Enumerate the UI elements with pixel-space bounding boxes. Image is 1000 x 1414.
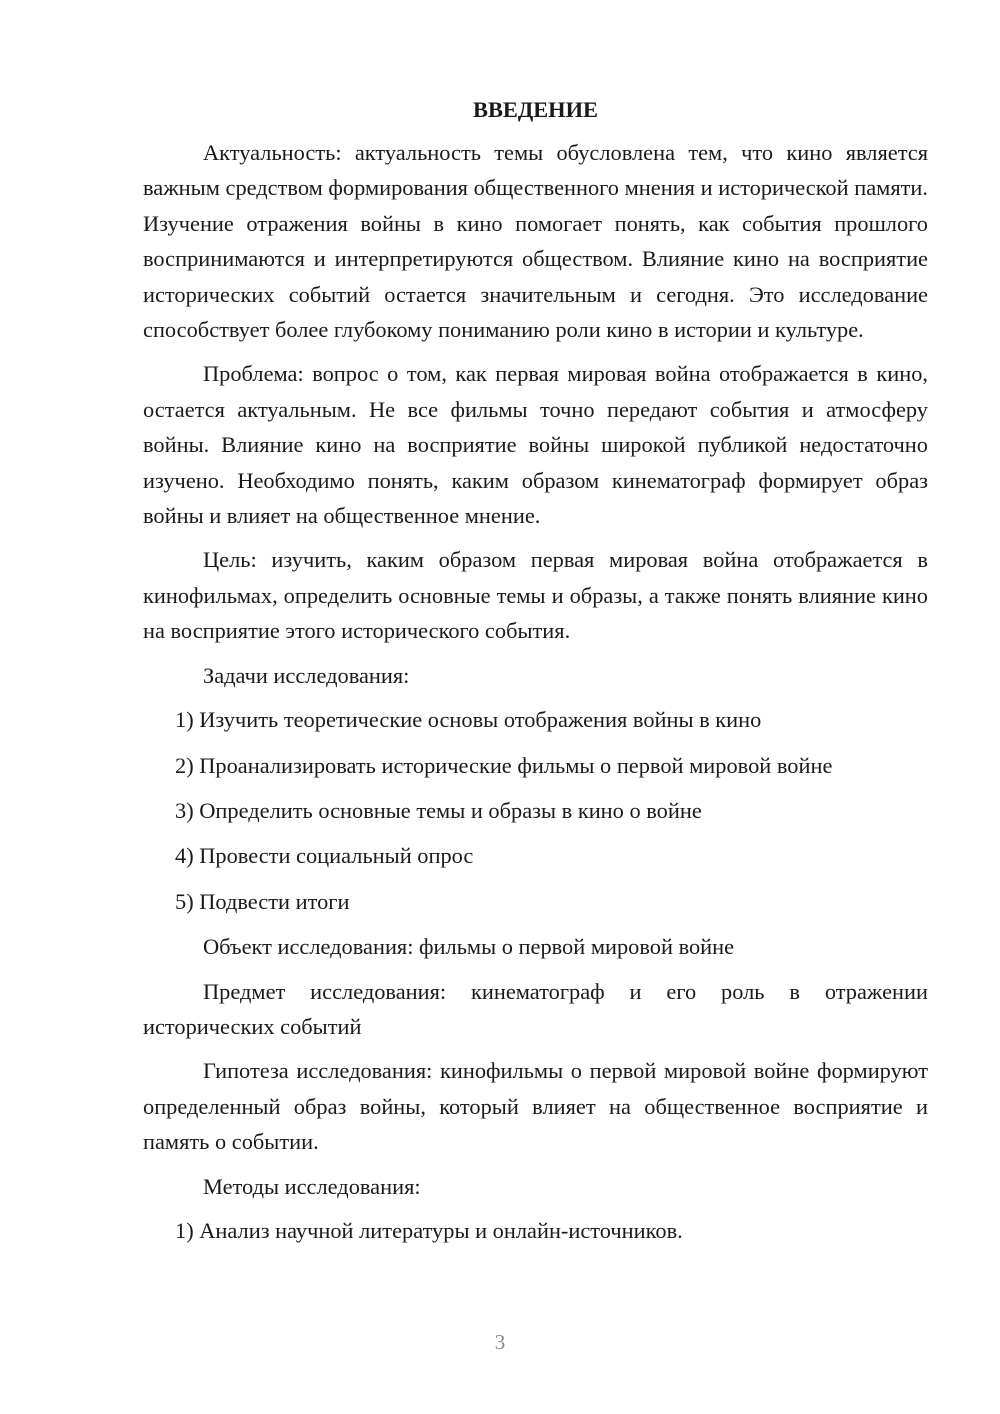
list-item: 4) Провести социальный опрос [175, 843, 474, 869]
document-page [143, 92, 928, 1258]
relevance-paragraph: Актуальность: актуальность темы обусловлена тем, что кино является важным средством формирования общественного мнения и исторической памяти. Изучение отражения войны в кино помогает понять, как события прошлого воспринимаются и интерпретируются обществом. Влияние кино на восприятие исторических событий остается значительным и сегодня. Это исследование способствует более глубокому пониманию роли кино в истории и культуре. [143, 140, 928, 343]
problem-paragraph: Проблема: вопрос о том, как первая мировая война отображается в кино, остается актуальным. Не все фильмы точно передают события и атмосферу войны. Влияние кино на восприятие войны широкой публикой недостаточно изучено. Необходимо понять, каким образом кинематограф формирует образ войны и влияет на общественное мнение. [143, 361, 928, 529]
methods-label: Методы исследования: [203, 1173, 421, 1199]
page-number: 3 [494, 1330, 506, 1354]
tasks-label: Задачи исследования: [203, 662, 410, 688]
methods-list [143, 1213, 928, 1248]
list-item: 2) Проанализировать исторические фильмы о первой мировой войне [175, 752, 833, 778]
hypothesis-paragraph: Гипотеза исследования: кинофильмы о первой мировой войне формируют определенный образ войны, который влияет на общественное восприятие и память о событии. [143, 1058, 928, 1155]
subject-paragraph: Предмет исследования: кинематограф и его роль в отражении исторических событий [143, 978, 928, 1039]
section-heading: ВВЕДЕНИЕ [473, 97, 598, 122]
list-item: 1) Изучить теоретические основы отображения войны в кино [175, 707, 762, 733]
tasks-list [143, 702, 928, 919]
object-paragraph: Объект исследования: фильмы о первой мировой войне [203, 934, 735, 960]
list-item: 5) Подвести итоги [175, 888, 350, 914]
list-item: 1) Анализ научной литературы и онлайн-источников. [175, 1217, 683, 1243]
list-item: 3) Определить основные темы и образы в кино о войне [175, 797, 702, 823]
goal-paragraph: Цель: изучить, каким образом первая мировая война отображается в кинофильмах, определить основные темы и образы, а также понять влияние кино на восприятие этого исторического события. [143, 547, 928, 644]
